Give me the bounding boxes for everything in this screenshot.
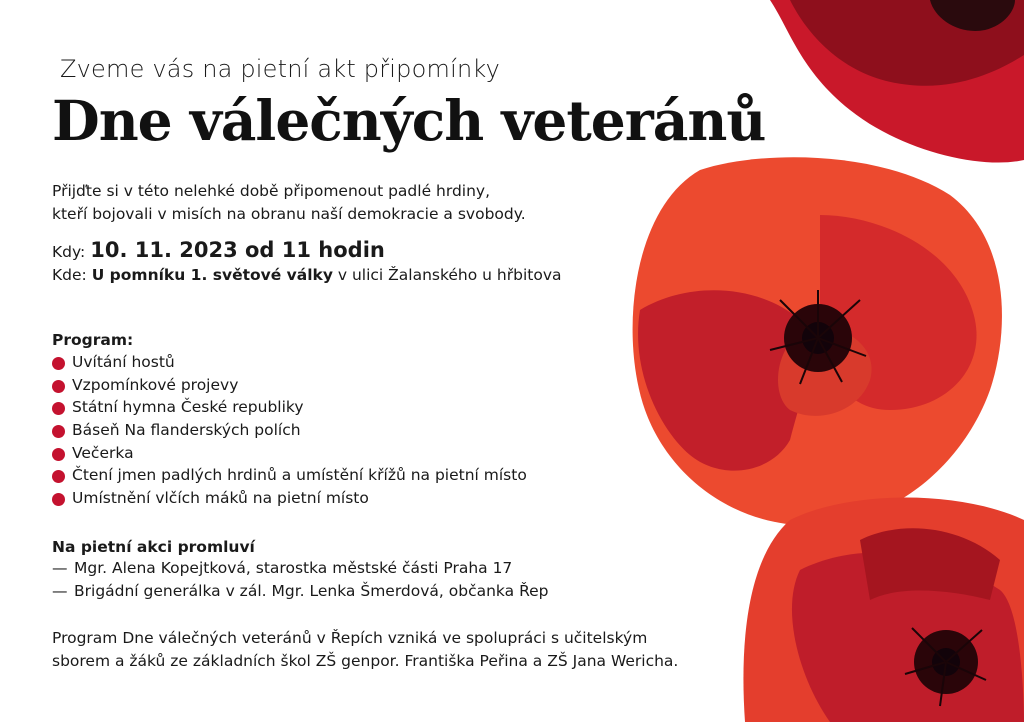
- location-value-rest: v ulici Žalanského u hřbitova: [332, 266, 562, 284]
- lead-line: Přijďte si v této nelehké době připomenout padlé hrdiny,: [52, 182, 491, 200]
- bullet-dot-icon: [52, 470, 65, 483]
- list-item: Umístnění vlčích máků na pietní místo: [52, 489, 527, 512]
- dash-icon: —: [52, 582, 68, 600]
- date-value: 10. 11. 2023 od 11 hodin: [90, 238, 385, 262]
- location-value-bold: U pomníku 1. světové války: [91, 266, 333, 284]
- bullet-dot-icon: [52, 448, 65, 461]
- program-list: [52, 353, 527, 512]
- footer-line: Program Dne válečných veteránů v Řepích vzniká ve spolupráci s učitelským: [52, 629, 648, 647]
- bullet-dot-icon: [52, 402, 65, 415]
- page-title: Dne válečných veteránů: [52, 88, 766, 153]
- lead-paragraph: [52, 180, 526, 226]
- intro-line: Zveme vás na pietní akt připomínky: [60, 55, 500, 83]
- bullet-dot-icon: [52, 493, 65, 506]
- event-location: [52, 266, 562, 284]
- list-item: Báseň Na flanderských polích: [52, 421, 527, 444]
- bullet-dot-icon: [52, 425, 65, 438]
- poppy-flower-bottom: [743, 498, 1024, 722]
- event-date: [52, 238, 385, 262]
- footer-paragraph: [52, 627, 678, 673]
- list-item: Státní hymna České republiky: [52, 398, 527, 421]
- bullet-dot-icon: [52, 380, 65, 393]
- list-item: Uvítání hostů: [52, 353, 527, 376]
- poppy-flower-middle: [633, 157, 1002, 525]
- location-label: Kde:: [52, 266, 87, 284]
- list-item: — Brigádní generálka v zál. Mgr. Lenka Šmerdová, občanka Řep: [52, 582, 549, 600]
- bullet-dot-icon: [52, 357, 65, 370]
- lead-line: kteří bojovali v misích na obranu naší demokracie a svobody.: [52, 205, 526, 223]
- speakers-list: [52, 559, 549, 605]
- date-label: Kdy:: [52, 243, 86, 261]
- poppy-flower-top: [770, 0, 1024, 163]
- dash-icon: —: [52, 559, 68, 577]
- program-heading: Program:: [52, 331, 134, 349]
- list-item: Večerka: [52, 444, 527, 467]
- speakers-heading: Na pietní akci promluví: [52, 538, 255, 556]
- footer-line: sborem a žáků ze základních škol ZŠ genpor. Františka Peřina a ZŠ Jana Wericha.: [52, 652, 679, 670]
- list-item: Čtení jmen padlých hrdinů a umístění křížů na pietní místo: [52, 466, 527, 489]
- list-item: Vzpomínkové projevy: [52, 376, 527, 399]
- list-item: — Mgr. Alena Kopejtková, starostka městské části Praha 17: [52, 559, 513, 577]
